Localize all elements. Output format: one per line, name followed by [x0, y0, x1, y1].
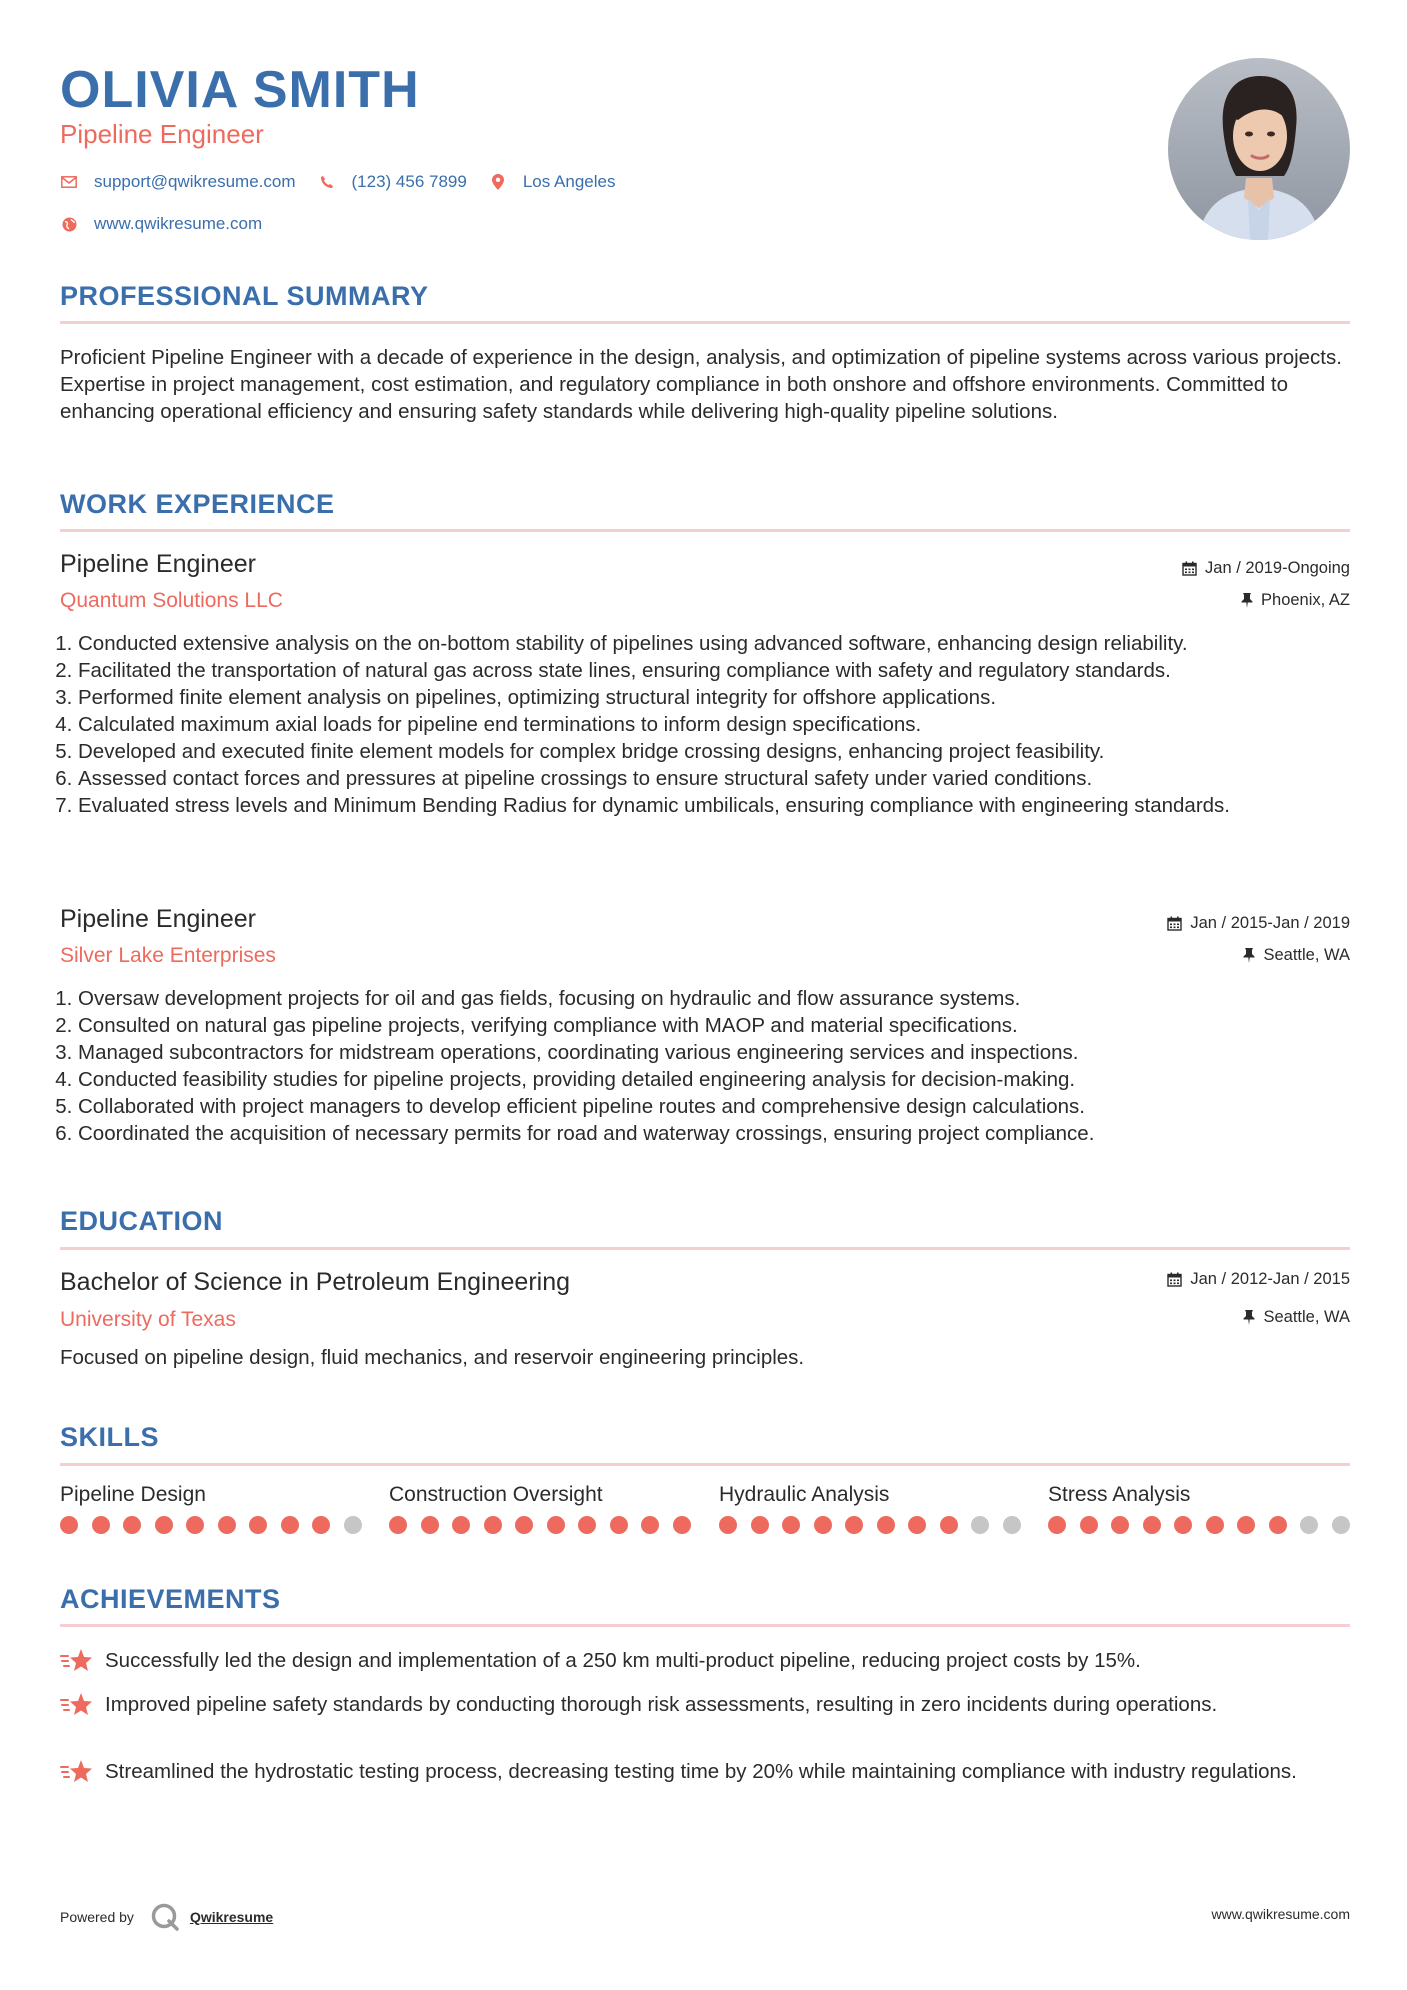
qwikresume-logo-icon	[150, 1902, 180, 1932]
rating-dot-filled	[610, 1516, 628, 1534]
envelope-icon	[60, 173, 78, 191]
summary-divider	[60, 321, 1350, 324]
skills-heading: SKILLS	[60, 1422, 160, 1452]
profile-photo	[1168, 58, 1350, 240]
summary-text: Proficient Pipeline Engineer with a decade of experience in the design, analysis, and optimization of pipeline systems across various projects. Expertise in project management, cost estimation, and regulatory compliance in both onshore and offshore environments. Committed to enhancing operational efficiency and ensuring safety standards while delivering high-quality pipeline solutions.	[60, 346, 1342, 423]
rating-dot-filled	[845, 1516, 863, 1534]
website-text: www.qwikresume.com	[94, 214, 263, 233]
education-location-text: Seattle, WA	[1263, 1308, 1350, 1326]
contact-website[interactable]	[60, 214, 262, 234]
list-item: 2. Consulted on natural gas pipeline projects, verifying compliance with MAOP and material specifications.	[78, 1012, 1368, 1039]
job-location-text: Phoenix, AZ	[1261, 591, 1350, 609]
list-item: 2. Facilitated the transportation of natural gas across state lines, ensuring compliance with safety and regulatory standards.	[78, 657, 1368, 684]
education-dates	[1167, 1270, 1350, 1289]
achievement-text: Successfully led the design and implementation of a 250 km multi-product pipeline, reducing project costs by 15%.	[105, 1649, 1141, 1672]
pushpin-icon	[1243, 948, 1255, 963]
skill-pipeline-design	[60, 1483, 360, 1507]
rating-dot-filled	[1080, 1516, 1098, 1534]
globe-icon	[60, 215, 78, 233]
list-item: 3. Managed subcontractors for midstream operations, coordinating various engineering services and inspections.	[78, 1039, 1368, 1066]
list-item: 4. Calculated maximum axial loads for pipeline end terminations to inform design specifications.	[78, 711, 1368, 738]
contact-phone[interactable]	[318, 172, 467, 192]
rating-dot-empty	[971, 1516, 989, 1534]
skill-construction-oversight	[389, 1483, 689, 1507]
rating-dot-filled	[751, 1516, 769, 1534]
job-location	[1241, 591, 1350, 610]
list-item: 6. Coordinated the acquisition of necessary permits for road and waterway crossings, ensuring project compliance.	[78, 1120, 1368, 1147]
job-company: Silver Lake Enterprises	[60, 944, 276, 967]
job-company: Quantum Solutions LLC	[60, 589, 283, 612]
rating-dot-filled	[155, 1516, 173, 1534]
rating-dot-filled	[782, 1516, 800, 1534]
rating-dot-filled	[547, 1516, 565, 1534]
rating-dot-filled	[1143, 1516, 1161, 1534]
skill-rating	[1048, 1516, 1363, 1534]
rating-dot-filled	[641, 1516, 659, 1534]
job-bullets	[60, 630, 1368, 819]
shooting-star-icon	[60, 1758, 94, 1791]
map-pin-icon	[489, 173, 507, 191]
rating-dot-filled	[60, 1516, 78, 1534]
rating-dot-filled	[1237, 1516, 1255, 1534]
rating-dot-filled	[1174, 1516, 1192, 1534]
rating-dot-filled	[452, 1516, 470, 1534]
rating-dot-filled	[421, 1516, 439, 1534]
achievements-divider	[60, 1624, 1350, 1627]
rating-dot-filled	[312, 1516, 330, 1534]
job-dates-text: Jan / 2015-Jan / 2019	[1190, 914, 1350, 932]
summary-heading: PROFESSIONAL SUMMARY	[60, 281, 429, 311]
pushpin-icon	[1241, 593, 1253, 608]
rating-dot-filled	[908, 1516, 926, 1534]
skill-rating	[719, 1516, 1034, 1534]
list-item: 5. Collaborated with project managers to develop efficient pipeline routes and comprehensive design calculations.	[78, 1093, 1368, 1120]
candidate-role: Pipeline Engineer	[60, 119, 264, 149]
rating-dot-filled	[940, 1516, 958, 1534]
email-text: support@qwikresume.com	[94, 172, 296, 191]
list-item: 3. Performed finite element analysis on pipelines, optimizing structural integrity for offshore applications.	[78, 684, 1368, 711]
education-divider	[60, 1247, 1350, 1250]
location-text: Los Angeles	[522, 172, 616, 191]
contact-row-primary	[60, 172, 637, 192]
contact-location	[489, 172, 616, 192]
skill-label: Stress Analysis	[1048, 1483, 1191, 1506]
list-item: 5. Developed and executed finite element models for complex bridge crossing designs, enhancing project feasibility.	[78, 738, 1368, 765]
skill-rating	[60, 1516, 375, 1534]
experience-heading: WORK EXPERIENCE	[60, 489, 335, 519]
phone-icon	[318, 173, 336, 191]
skill-hydraulic-analysis	[719, 1483, 1019, 1507]
rating-dot-filled	[186, 1516, 204, 1534]
skill-label: Pipeline Design	[60, 1483, 206, 1506]
contact-row-secondary	[60, 214, 284, 234]
calendar-icon	[1182, 561, 1197, 576]
pushpin-icon	[1243, 1310, 1255, 1325]
education-location	[1243, 1308, 1350, 1327]
list-item: 4. Conducted feasibility studies for pipeline projects, providing detailed engineering analysis for decision-making.	[78, 1066, 1368, 1093]
skill-stress-analysis	[1048, 1483, 1348, 1507]
job-location-text: Seattle, WA	[1263, 946, 1350, 964]
list-item: 1. Conducted extensive analysis on the on-bottom stability of pipelines using advanced software, enhancing design reliability.	[78, 630, 1368, 657]
list-item: 6. Assessed contact forces and pressures at pipeline crossings to ensure structural safety under varied conditions.	[78, 765, 1368, 792]
rating-dot-filled	[218, 1516, 236, 1534]
achievement-item	[60, 1758, 1350, 1791]
rating-dot-filled	[673, 1516, 691, 1534]
rating-dot-filled	[484, 1516, 502, 1534]
rating-dot-filled	[515, 1516, 533, 1534]
rating-dot-filled	[123, 1516, 141, 1534]
calendar-icon	[1167, 1272, 1182, 1287]
job-title: Pipeline Engineer	[60, 905, 256, 933]
skill-label: Construction Oversight	[389, 1483, 603, 1506]
rating-dot-filled	[578, 1516, 596, 1534]
skill-label: Hydraulic Analysis	[719, 1483, 890, 1506]
candidate-name: OLIVIA SMITH	[60, 61, 420, 119]
qwikresume-link[interactable]: Qwikresume	[189, 1909, 274, 1925]
rating-dot-filled	[814, 1516, 832, 1534]
rating-dot-filled	[92, 1516, 110, 1534]
job-dates	[1182, 559, 1350, 578]
achievement-item	[60, 1691, 1350, 1724]
phone-text: (123) 456 7899	[351, 172, 467, 191]
achievements-heading: ACHIEVEMENTS	[60, 1584, 281, 1614]
rating-dot-empty	[1332, 1516, 1350, 1534]
list-item: 1. Oversaw development projects for oil and gas fields, focusing on hydraulic and flow assurance systems.	[78, 985, 1368, 1012]
achievement-text: Streamlined the hydrostatic testing process, decreasing testing time by 20% while maintaining compliance with industry regulations.	[105, 1760, 1297, 1783]
rating-dot-filled	[1206, 1516, 1224, 1534]
job-title: Pipeline Engineer	[60, 550, 256, 578]
rating-dot-filled	[1269, 1516, 1287, 1534]
rating-dot-filled	[249, 1516, 267, 1534]
skill-rating	[389, 1516, 704, 1534]
job-dates	[1167, 914, 1350, 933]
degree-title: Bachelor of Science in Petroleum Engineering	[60, 1268, 571, 1296]
job-bullets	[60, 985, 1368, 1147]
rating-dot-empty	[344, 1516, 362, 1534]
job-location	[1243, 946, 1350, 965]
school-name: University of Texas	[60, 1308, 236, 1331]
achievement-item	[60, 1647, 1350, 1680]
list-item: 7. Evaluated stress levels and Minimum Bending Radius for dynamic umbilicals, ensuring compliance with engineering standards.	[78, 792, 1368, 819]
rating-dot-filled	[719, 1516, 737, 1534]
rating-dot-filled	[877, 1516, 895, 1534]
rating-dot-empty	[1300, 1516, 1318, 1534]
job-dates-text: Jan / 2019-Ongoing	[1205, 559, 1350, 577]
footer-powered-by	[60, 1902, 273, 1932]
rating-dot-filled	[1111, 1516, 1129, 1534]
achievement-text: Improved pipeline safety standards by conducting thorough risk assessments, resulting in zero incidents during operations.	[105, 1693, 1218, 1716]
education-dates-text: Jan / 2012-Jan / 2015	[1190, 1270, 1350, 1288]
contact-email[interactable]	[60, 172, 296, 192]
skills-divider	[60, 1463, 1350, 1466]
education-heading: EDUCATION	[60, 1206, 223, 1236]
footer-url[interactable]: www.qwikresume.com	[1211, 1906, 1350, 1922]
experience-divider	[60, 529, 1350, 532]
powered-by-label: Powered by	[60, 1909, 134, 1925]
calendar-icon	[1167, 916, 1182, 931]
shooting-star-icon	[60, 1647, 94, 1680]
education-description: Focused on pipeline design, fluid mechanics, and reservoir engineering principles.	[60, 1346, 805, 1369]
rating-dot-filled	[281, 1516, 299, 1534]
rating-dot-empty	[1003, 1516, 1021, 1534]
shooting-star-icon	[60, 1691, 94, 1724]
rating-dot-filled	[389, 1516, 407, 1534]
rating-dot-filled	[1048, 1516, 1066, 1534]
